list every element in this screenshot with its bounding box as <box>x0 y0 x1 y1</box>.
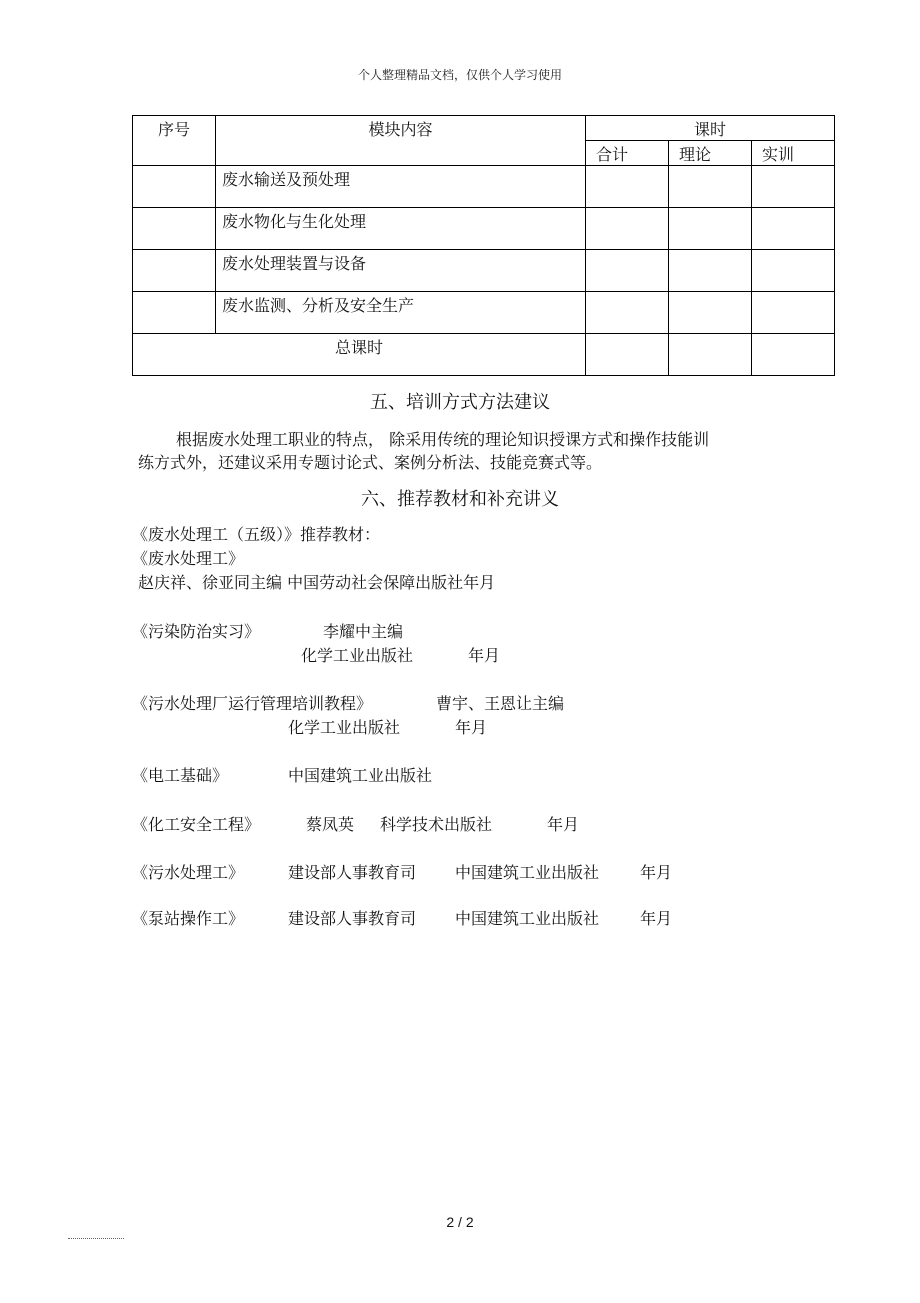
page-header-note: 个人整理精品文档，仅供个人学习使用 <box>357 68 562 82</box>
book5-author: 蔡凤英 <box>306 815 355 834</box>
book5-title: 《化工安全工程》 <box>132 815 261 834</box>
book3-title: 《污水处理厂运行管理培训教程》 <box>132 694 373 713</box>
module-name: 废水物化与生化处理 <box>222 212 367 231</box>
book2-publisher: 化学工业出版社 <box>301 646 414 665</box>
book7-author: 建设部人事教育司 <box>288 909 417 928</box>
book1-info: 赵庆祥、徐亚同主编 中国劳动社会保障出版社年月 <box>138 573 496 592</box>
book2-date: 年月 <box>468 646 501 665</box>
book6-author: 建设部人事教育司 <box>288 863 417 882</box>
module-name: 废水处理装置与设备 <box>222 254 367 273</box>
book6-date: 年月 <box>640 863 673 882</box>
header-seq: 序号 <box>133 116 216 166</box>
book2-title: 《污染防治实习》 <box>132 622 261 641</box>
section5-title: 五、培训方式方法建议 <box>370 392 550 413</box>
header-hours: 课时 <box>586 116 835 141</box>
textbook-intro: 《废水处理工（五级）》推荐教材： <box>132 525 381 544</box>
book3-date: 年月 <box>455 718 488 737</box>
book7-title: 《泵站操作工》 <box>132 909 245 928</box>
book4-publisher: 中国建筑工业出版社 <box>288 766 433 785</box>
book6-publisher: 中国建筑工业出版社 <box>455 863 600 882</box>
book3-author: 曹宇、王恩让主编 <box>436 694 565 713</box>
table-row <box>133 250 835 292</box>
book3-publisher: 化学工业出版社 <box>288 718 401 737</box>
table-row <box>133 166 835 208</box>
section5-paragraph-line2: 练方式外，还建议采用专题讨论式、案例分析法、技能竞赛式等。 <box>138 453 603 472</box>
table-total-row <box>133 334 835 376</box>
course-hours-table <box>132 115 835 376</box>
header-module: 模块内容 <box>216 116 586 166</box>
header-total: 合计 <box>586 141 669 166</box>
header-practice: 实训 <box>752 141 835 166</box>
section5-paragraph-line1: 根据废水处理工职业的特点， 除采用传统的理论知识授课方式和操作技能训 <box>176 430 710 449</box>
module-name: 废水监测、分析及安全生产 <box>222 296 415 315</box>
book4-title: 《电工基础》 <box>132 766 229 785</box>
book5-date: 年月 <box>547 815 580 834</box>
table-row <box>133 292 835 334</box>
book7-date: 年月 <box>640 909 673 928</box>
book1-title: 《废水处理工》 <box>132 549 245 568</box>
total-hours-label: 总课时 <box>334 338 383 357</box>
header-theory: 理论 <box>669 141 752 166</box>
page-number: 2 / 2 <box>446 1214 474 1230</box>
module-name: 废水输送及预处理 <box>222 170 351 189</box>
book2-author: 李耀中主编 <box>323 622 404 641</box>
book7-publisher: 中国建筑工业出版社 <box>455 909 600 928</box>
book5-publisher: 科学技术出版社 <box>380 815 493 834</box>
section6-title: 六、推荐教材和补充讲义 <box>361 489 559 510</box>
footer-divider <box>68 1238 124 1239</box>
book6-title: 《污水处理工》 <box>132 863 245 882</box>
table-row <box>133 208 835 250</box>
